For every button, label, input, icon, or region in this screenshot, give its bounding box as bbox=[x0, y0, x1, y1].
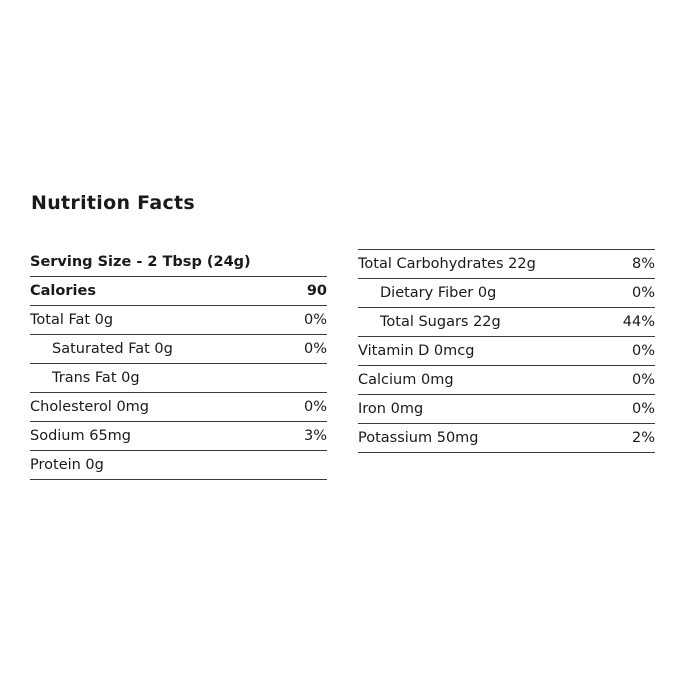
cholesterol-label: Cholesterol 0mg bbox=[30, 399, 150, 415]
dietary-fiber-value: 0% bbox=[631, 285, 655, 301]
calories-value: 90 bbox=[306, 283, 327, 299]
nutrition-facts-title: Nutrition Facts bbox=[31, 192, 196, 214]
total-fat-row bbox=[30, 306, 327, 335]
total-fat-value: 0% bbox=[303, 312, 327, 328]
calcium-value: 0% bbox=[631, 372, 655, 388]
total-carbohydrates-value: 8% bbox=[631, 256, 655, 272]
vitamin-d-row bbox=[358, 337, 655, 366]
cholesterol-row bbox=[30, 393, 327, 422]
nutrition-table-left bbox=[30, 248, 327, 480]
total-carbohydrates-row bbox=[358, 250, 655, 279]
calcium-label: Calcium 0mg bbox=[358, 372, 454, 388]
calcium-row bbox=[358, 366, 655, 395]
iron-value: 0% bbox=[631, 401, 655, 417]
calories-row bbox=[30, 277, 327, 306]
sodium-label: Sodium 65mg bbox=[30, 428, 132, 444]
saturated-fat-value: 0% bbox=[303, 341, 327, 357]
dietary-fiber-label: Dietary Fiber 0g bbox=[380, 285, 497, 301]
trans-fat-label: Trans Fat 0g bbox=[52, 370, 140, 386]
total-sugars-row bbox=[358, 308, 655, 337]
vitamin-d-value: 0% bbox=[631, 343, 655, 359]
dietary-fiber-row bbox=[358, 279, 655, 308]
protein-label: Protein 0g bbox=[30, 457, 104, 473]
total-sugars-label: Total Sugars 22g bbox=[380, 314, 501, 330]
protein-row bbox=[30, 451, 327, 480]
potassium-row bbox=[358, 424, 655, 453]
iron-label: Iron 0mg bbox=[358, 401, 424, 417]
total-fat-label: Total Fat 0g bbox=[30, 312, 114, 328]
saturated-fat-label: Saturated Fat 0g bbox=[52, 341, 173, 357]
iron-row bbox=[358, 395, 655, 424]
potassium-label: Potassium 50mg bbox=[358, 430, 479, 446]
calories-label: Calories bbox=[30, 283, 96, 299]
sodium-row bbox=[30, 422, 327, 451]
vitamin-d-label: Vitamin D 0mcg bbox=[358, 343, 475, 359]
nutrition-table-right bbox=[358, 249, 655, 453]
total-sugars-value: 44% bbox=[622, 314, 655, 330]
cholesterol-value: 0% bbox=[303, 399, 327, 415]
sodium-value: 3% bbox=[303, 428, 327, 444]
saturated-fat-row bbox=[30, 335, 327, 364]
potassium-value: 2% bbox=[631, 430, 655, 446]
total-carbohydrates-label: Total Carbohydrates 22g bbox=[358, 256, 536, 272]
trans-fat-row bbox=[30, 364, 327, 393]
serving-size-label: Serving Size - 2 Tbsp (24g) bbox=[30, 254, 251, 270]
serving-size-row bbox=[30, 248, 327, 277]
